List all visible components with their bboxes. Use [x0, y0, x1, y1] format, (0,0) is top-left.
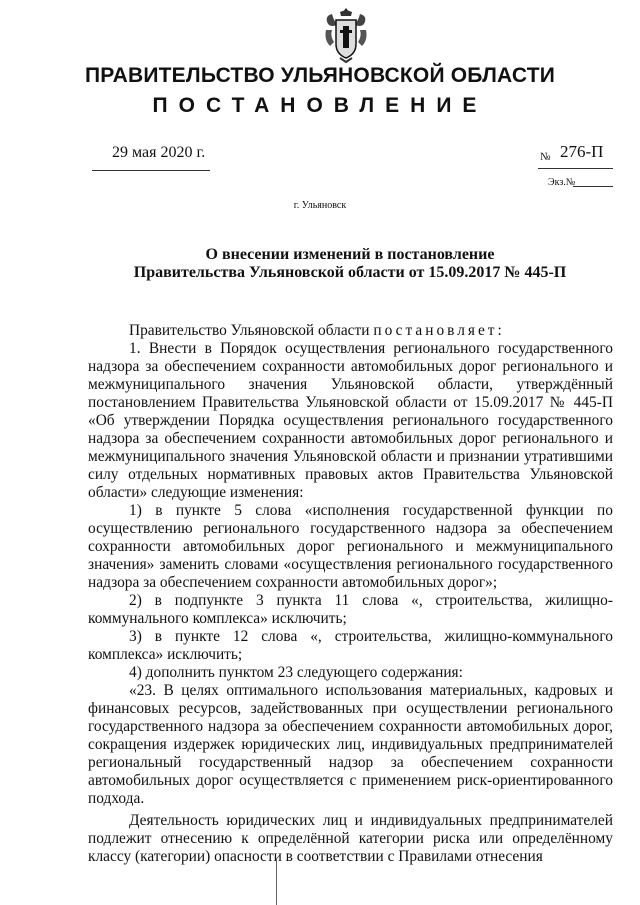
document-heading: [0, 246, 640, 282]
intro-paragraph: [88, 322, 613, 340]
heading-line-1: О внесении изменений в постановление: [205, 246, 495, 263]
paragraph-7: Деятельность юридических лиц и индивидуальных предпринимателей подлежит отнесению к определённой категории риска или определённому классу (категории) опасности в соответствии с Правилами отнесения: [88, 812, 613, 865]
copy-number-label: Экз.№: [548, 177, 576, 188]
government-title: ПРАВИТЕЛЬСТВО УЛЬЯНОВСКОЙ ОБЛАСТИ: [84, 64, 556, 87]
paragraph-6: «23. В целях оптимального использования материальных, кадровых и финансовых ресурсов, задействованных при осуществлении регионального государственного надзора за обеспечением сохранности автомобильных дорог, сокращения издержек юридических лиц, индивидуальных предпринимателей региональный государственный надзор за обеспечением сохранности автомобильных дорог осуществляется с применением риск-ориентированного подхода.: [88, 682, 613, 807]
number-sign: №: [540, 151, 551, 163]
heading-line-2: Правительства Ульяновской области от 15.09.2017 № 445-П: [133, 264, 567, 281]
city-label: г. Ульяновск: [293, 200, 347, 211]
document-body: [88, 322, 613, 866]
copy-number-underline: [573, 186, 613, 187]
document-number: 276-П: [560, 142, 604, 161]
paragraph-1: 1. Внести в Порядок осуществления регионального государственного надзора за обеспечением сохранности автомобильных дорог регионального и межмуниципального значения Ульяновской области, утверждённый постановлением Правительства Ульяновской области от 15.09.2017 № 445-П «Об утверждении Порядка осуществления регионального государственного надзора за обеспечением сохранности автомобильных дорог регионального и межмуниципального значения Ульяновской области и признании утратившими силу отдельных нормативных правовых актов Правительства Ульяновской области» следующие изменения:: [88, 340, 613, 501]
intro-verb: постановляет:: [373, 322, 505, 339]
coat-of-arms-icon: [322, 6, 370, 64]
scan-artifact-line: [276, 858, 278, 905]
document-date: 29 мая 2020 г.: [112, 144, 206, 161]
paragraph-3: 2) в подпункте 3 пункта 11 слова «, строительства, жилищно-коммунального комплекса» исключить;: [88, 592, 613, 627]
date-underline: [92, 170, 210, 171]
paragraph-5: 4) дополнить пунктом 23 следующего содержания:: [129, 664, 463, 681]
paragraph-2: 1) в пункте 5 слова «исполнения государственной функции по осуществлению регионального государственного надзора за обеспечением сохранности автомобильных дорог регионального и межмуниципального значения» заменить словами «осуществления регионального государственного надзора за обеспечением сохранности автомобильных дорог»;: [88, 502, 613, 591]
document-type: ПОСТАНОВЛЕНИЕ: [152, 94, 488, 117]
intro-text: Правительство Ульяновской области: [129, 322, 370, 339]
number-underline: [538, 168, 613, 169]
paragraph-4: 3) в пункте 12 слова «, строительства, жилищно-коммунального комплекса» исключить;: [88, 628, 613, 663]
